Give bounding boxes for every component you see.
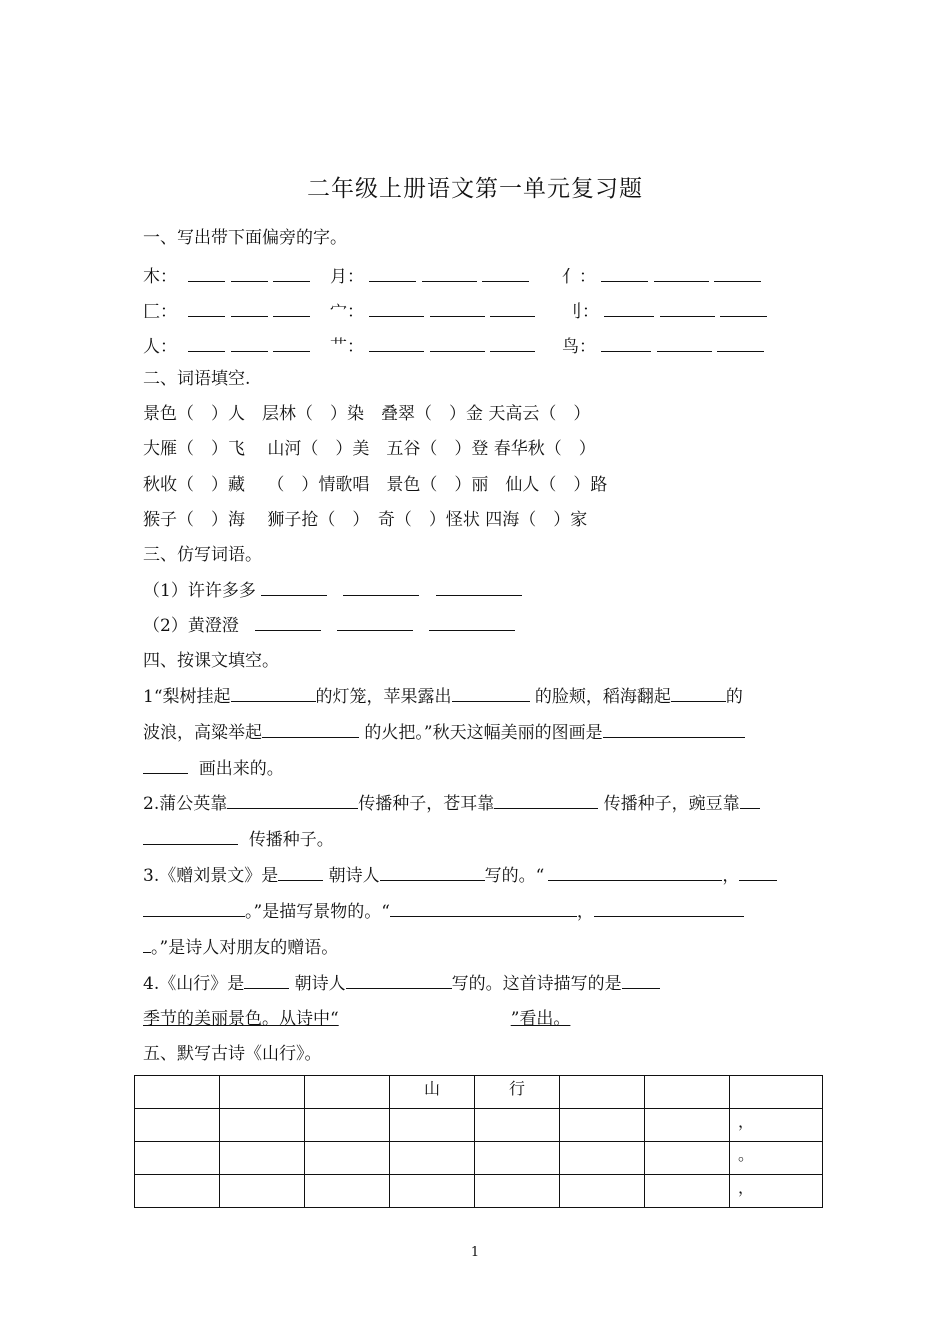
grid-cell[interactable]	[390, 1175, 475, 1208]
radical-label: 鸟：	[562, 337, 596, 357]
question-1-line: 波浪，高粱举起 的火把。”秋天这幅美丽的图画是	[143, 720, 745, 745]
grid-row	[135, 1109, 823, 1142]
question-1-line: 1“梨树挂起 的灯笼，苹果露出 的脸颊，稻海翻起 的	[143, 684, 743, 709]
grid-cell[interactable]	[645, 1175, 730, 1208]
radical-label: 亻：	[562, 267, 596, 287]
question-1-line: 画出来的。	[143, 756, 284, 781]
grid-cell[interactable]	[560, 1175, 645, 1208]
question-4-line: 季节的美丽景色。从诗中“ ”看出。	[143, 1009, 571, 1029]
word-fill-row: 景色（ ）人 层林（ ）染 叠翠（ ）金 天高云（ ）	[143, 404, 591, 424]
imitation-label: （2）黄澄澄	[143, 616, 239, 636]
radical-row	[330, 332, 535, 357]
grid-cell-punct: ，	[730, 1109, 823, 1142]
section-3-heading: 三、仿写词语。	[143, 545, 262, 565]
poem-writing-grid	[134, 1075, 823, 1208]
grid-cell[interactable]	[645, 1142, 730, 1175]
grid-cell-punct: 。	[730, 1142, 823, 1175]
grid-cell[interactable]	[135, 1076, 220, 1109]
grid-cell-title-char: 行	[475, 1076, 560, 1109]
grid-row	[135, 1175, 823, 1208]
question-3-line: 。”是描写景物的。“ ，	[143, 899, 744, 924]
radical-row	[330, 262, 529, 287]
grid-cell[interactable]	[220, 1142, 305, 1175]
radical-label: 宀：	[330, 302, 364, 322]
grid-cell[interactable]	[135, 1109, 220, 1142]
word-fill-row: 猴子（ ）海 狮子抢（ ） 奇（ ）怪状 四海（ ）家	[143, 510, 588, 530]
word-fill-row: 大雁（ ）飞 山河（ ）美 五谷（ ）登 春华秋（ ）	[143, 439, 596, 459]
section-1-heading: 一、写出带下面偏旁的字。	[143, 228, 347, 248]
radical-row	[143, 262, 310, 287]
section-2-heading: 二、词语填空.	[143, 369, 251, 389]
grid-cell-title-char: 山	[390, 1076, 475, 1109]
grid-cell-punct: ，	[730, 1175, 823, 1208]
radical-label: 月：	[330, 267, 364, 287]
grid-row	[135, 1142, 823, 1175]
question-3-line: 。”是诗人对朋友的赠语。	[143, 935, 338, 960]
question-2-line: 2.蒲公英靠 传播种子，苍耳靠 传播种子，豌豆靠	[143, 791, 760, 816]
grid-cell[interactable]	[305, 1109, 390, 1142]
grid-cell[interactable]	[390, 1109, 475, 1142]
imitation-item	[143, 578, 522, 603]
radical-row	[330, 297, 535, 322]
grid-cell[interactable]	[645, 1109, 730, 1142]
grid-cell[interactable]	[305, 1076, 390, 1109]
imitation-item	[143, 613, 515, 638]
grid-cell[interactable]	[390, 1142, 475, 1175]
radical-label: 匚：	[143, 302, 177, 322]
radical-row	[143, 297, 310, 322]
grid-cell[interactable]	[475, 1109, 560, 1142]
grid-cell[interactable]	[135, 1142, 220, 1175]
grid-cell[interactable]	[305, 1142, 390, 1175]
grid-cell[interactable]	[560, 1076, 645, 1109]
grid-cell[interactable]	[220, 1109, 305, 1142]
section-4-heading: 四、按课文填空。	[143, 651, 279, 671]
imitation-label: （1）许许多多	[143, 581, 256, 601]
radical-row	[143, 332, 310, 357]
page-number: 1	[470, 1245, 480, 1260]
radical-label: 人：	[143, 337, 177, 357]
grid-cell[interactable]	[220, 1175, 305, 1208]
question-3-line: 3.《赠刘景文》是 朝诗人 写的。“ ，	[143, 863, 777, 888]
grid-cell[interactable]	[475, 1142, 560, 1175]
grid-cell[interactable]	[560, 1109, 645, 1142]
word-fill-row: 秋收（ ）藏 （ ）情歌唱 景色（ ）丽 仙人（ ）路	[143, 475, 608, 495]
radical-row	[562, 262, 761, 287]
section-5-heading: 五、默写古诗《山行》。	[143, 1044, 322, 1064]
grid-cell[interactable]	[220, 1076, 305, 1109]
grid-row	[135, 1076, 823, 1109]
radical-label: 艹：	[330, 337, 364, 357]
grid-cell[interactable]	[560, 1142, 645, 1175]
radical-label: 木：	[143, 267, 177, 287]
grid-cell[interactable]	[645, 1076, 730, 1109]
radical-row	[562, 332, 764, 357]
grid-cell[interactable]	[135, 1175, 220, 1208]
page-title: 二年级上册语文第一单元复习题	[307, 176, 643, 202]
question-2-line: 传播种子。	[143, 827, 334, 852]
grid-cell[interactable]	[730, 1076, 823, 1109]
question-4-line: 4.《山行》是 朝诗人 写的。这首诗描写的是	[143, 971, 660, 996]
grid-cell[interactable]	[475, 1175, 560, 1208]
grid-cell[interactable]	[305, 1175, 390, 1208]
radical-row	[565, 297, 767, 322]
radical-label: 刂：	[565, 302, 599, 322]
